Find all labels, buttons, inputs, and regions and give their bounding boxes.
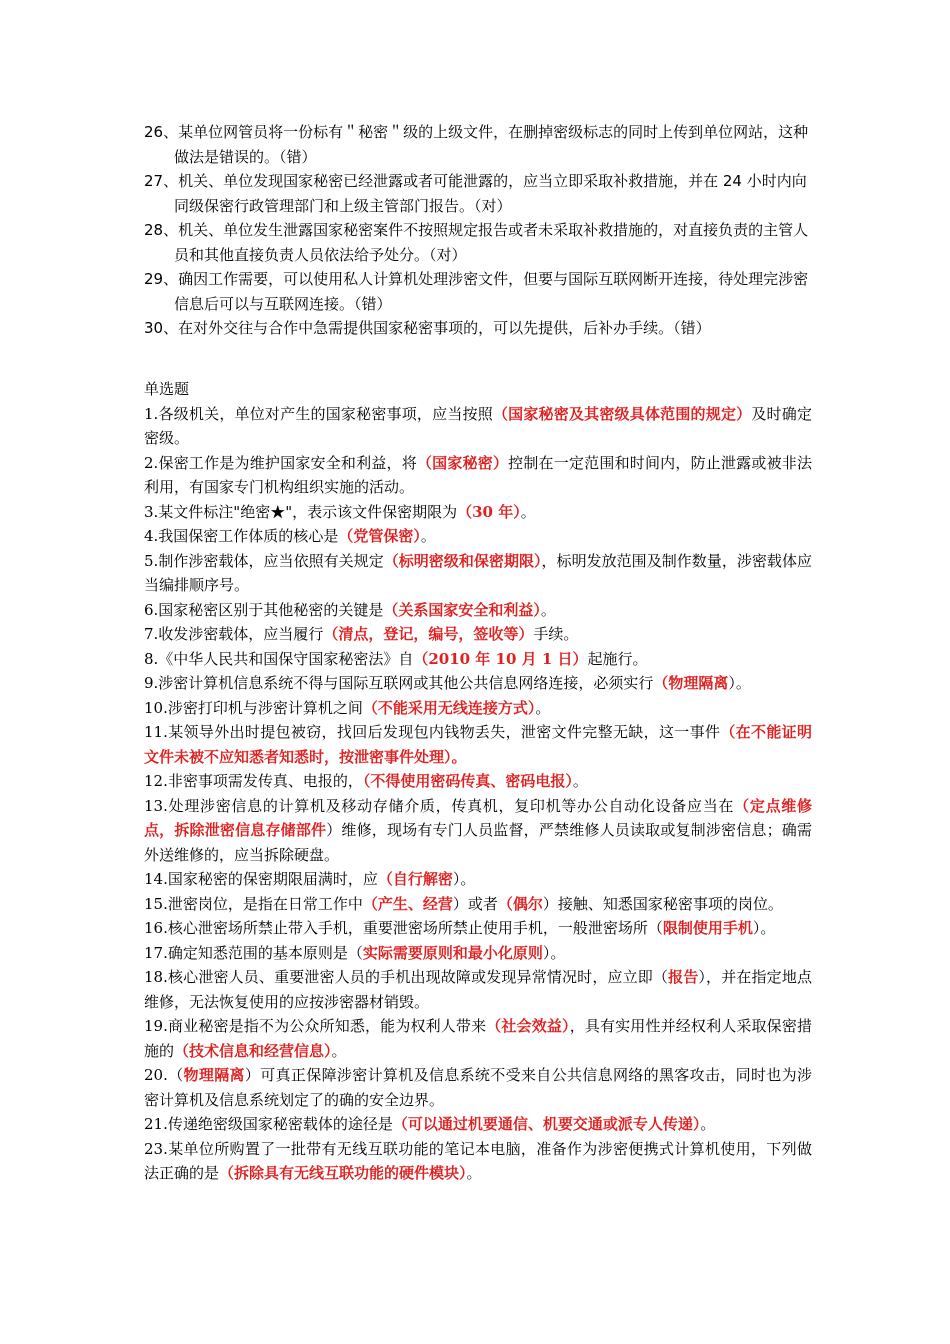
answer: （不能采用无线连接方式） [362, 698, 536, 717]
mc-question-11: 11.某领导外出时提包被窃，找回后发现包内钱物丢失，泄密文件完整无缺，这一事件（在不能证明文件未被不应知悉者知悉时，按泄密事件处理）。 [144, 723, 812, 766]
answer-2: （技术信息和经营信息） [174, 1041, 332, 1060]
answer: （关系国家安全和利益） [383, 600, 541, 619]
answer: （清点，登记，编号，签收等） [323, 625, 534, 643]
mc-question-10: 10.涉密打印机与涉密计算机之间（不能采用无线连接方式）。 [144, 698, 551, 717]
answer: （社会效益） [486, 1017, 570, 1035]
answer: （标明密级和保密期限） [383, 551, 542, 570]
tf-question-30: 30、在对外交往与合作中急需提供国家秘密事项的，可以先提供，后补办手续。（错） [144, 319, 711, 337]
answer: （拆除具有无线互联功能的硬件模块） [219, 1164, 467, 1182]
answer-2: （偶尔 [497, 894, 543, 913]
single-choice-section [144, 402, 812, 1186]
answer: 限制使用手机 [662, 919, 753, 937]
answer: （产生、经营 [362, 894, 453, 913]
answer: 物理隔离 [183, 1066, 245, 1084]
mc-question-19: 19.商业秘密是指不为公众所知悉，能为权利人带来（社会效益），具有实用性并经权利人采取保密措施的（技术信息和经营信息）。 [144, 1017, 812, 1060]
answer: （30 年） [457, 502, 521, 521]
tf-question-29: 29、确因工作需要，可以使用私人计算机处理涉密文件，但要与国际互联网断开连接，待处理完涉密信息后可以与互联网连接。（错） [144, 270, 809, 313]
mc-question-8: 8.《中华人民共和国保守国家秘密法》自（2010 年 10 月 1 日）起施行。 [144, 649, 648, 668]
section-title-single-choice: 单选题 [144, 379, 190, 398]
answer: （国家秘密及其密级具体范围的规定） [492, 404, 752, 423]
answer: （不得使用密码传真、密码电报） [362, 772, 573, 790]
answer: （党管保密） [338, 527, 421, 545]
mc-question-9: 9.涉密计算机信息系统不得与国际互联网或其他公共信息网络连接，必须实行（物理隔离）。 [144, 674, 751, 692]
mc-question-16: 16.核心泄密场所禁止带入手机，重要泄密场所禁止使用手机，一般泄密场所（限制使用手机）。 [144, 919, 776, 937]
answer: （在不能证明文件未被不应知悉者知悉时，按泄密事件处理）。 [144, 723, 812, 766]
answer: （自行解密 [377, 870, 453, 888]
mc-question-7: 7.收发涉密载体，应当履行（清点，登记，编号，签收等）手续。 [144, 625, 579, 643]
tf-question-27: 27、机关、单位发现国家秘密已经泄露或者可能泄露的，应当立即采取补救措施，并在 24 小时内向同级保密行政管理部门和上级主管部门报告。（对） [144, 172, 807, 215]
mc-question-18: 18.核心泄密人员、重要泄密人员的手机出现故障或发现异常情况时，应立即（报告），并在指定地点维修，无法恢复使用的应按涉密器材销毁。 [144, 968, 812, 1011]
answer: 实际需要原则和最小化原则 [362, 943, 543, 962]
mc-question-17: 17.确定知悉范围的基本原则是（实际需要原则和最小化原则）。 [144, 943, 566, 962]
tf-question-28: 28、机关、单位发生泄露国家秘密案件不按照规定报告或者未采取补救措施的，对直接负责的主管人员和其他直接负责人员依法给予处分。（对） [144, 221, 809, 264]
mc-question-1: 1.各级机关，单位对产生的国家秘密事项，应当按照（国家秘密及其密级具体范围的规定）及时确定密级。 [144, 404, 812, 447]
mc-question-6: 6.国家秘密区别于其他秘密的关键是（关系国家安全和利益）。 [144, 600, 556, 619]
true-false-section [144, 120, 812, 341]
mc-question-3: 3.某文件标注"绝密★"，表示该文件保密期限为（30 年）。 [144, 502, 536, 521]
mc-question-14: 14.国家秘密的保密期限届满时，应（自行解密）。 [144, 870, 476, 888]
mc-question-15: 15.泄密岗位，是指在日常工作中（产生、经营）或者（偶尔）接触、知悉国家秘密事项的岗位。 [144, 894, 783, 913]
document-body [144, 120, 812, 1186]
answer: （定点维修点，拆除泄密信息存储部件 [144, 796, 812, 839]
tf-question-26: 26、某单位网管员将一份标有＂秘密＂级的上级文件，在删掉密级标志的同时上传到单位网站，这种做法是错误的。（错） [144, 123, 809, 166]
mc-question-21: 21.传递绝密级国家秘密载体的途径是（可以通过机要通信、机要交通或派专人传递）。 [144, 1115, 716, 1133]
answer: （国家秘密） [416, 453, 509, 472]
answer: （可以通过机要通信、机要交通或派专人传递） [392, 1115, 701, 1133]
mc-question-23: 23.某单位所购置了一批带有无线互联功能的笔记本电脑，准备作为涉密便携式计算机使用，下列做法正确的是（拆除具有无线互联功能的硬件模块）。 [144, 1139, 812, 1182]
mc-question-12: 12.非密事项需发传真、电报的，（不得使用密码传真、密码电报）。 [144, 772, 588, 790]
mc-question-5: 5.制作涉密载体，应当依照有关规定（标明密级和保密期限），标明发放范围及制作数量，涉密载体应当编排顺序号。 [144, 551, 812, 594]
mc-question-13: 13.处理涉密信息的计算机及移动存储介质，传真机，复印机等办公自动化设备应当在（定点维修点，拆除泄密信息存储部件）维修，现场有专门人员监督，严禁维修人员读取或复制涉密信息；确需外送维修的，应当拆除硬盘。 [144, 796, 812, 864]
mc-question-20: 20.（物理隔离）可真正保障涉密计算机及信息系统不受来自公共信息网络的黑客攻击，同时也为涉密计算机及信息系统划定了的确的安全边界。 [144, 1066, 812, 1109]
mc-question-2: 2.保密工作是为维护国家安全和利益，将（国家秘密）控制在一定范围和时间内，防止泄露或被非法利用，有国家专门机构组织实施的活动。 [144, 453, 812, 496]
answer: （2010 年 10 月 1 日） [413, 649, 588, 668]
mc-question-4: 4.我国保密工作体质的核心是（党管保密）。 [144, 527, 436, 545]
answer: 报告 [668, 968, 699, 986]
answer: （物理隔离 [653, 674, 729, 692]
